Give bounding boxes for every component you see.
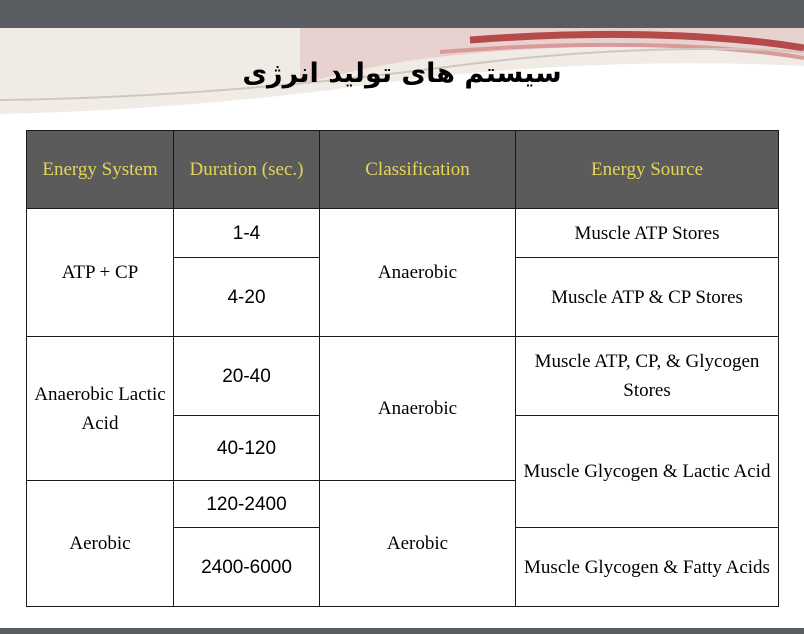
header-energy-source: Energy Source bbox=[516, 131, 779, 209]
cell-energy-source: Muscle ATP & CP Stores bbox=[516, 258, 779, 337]
cell-duration: 2400-6000 bbox=[174, 528, 320, 607]
table-header-row bbox=[27, 131, 779, 209]
cell-duration: 4-20 bbox=[174, 258, 320, 337]
table-row bbox=[27, 337, 779, 416]
cell-energy-source: Muscle Glycogen & Lactic Acid bbox=[516, 416, 779, 528]
cell-energy-system: Anaerobic Lactic Acid bbox=[27, 337, 174, 481]
cell-energy-system: Aerobic bbox=[27, 481, 174, 607]
energy-systems-table bbox=[26, 130, 779, 607]
cell-duration: 40-120 bbox=[174, 416, 320, 481]
slide bbox=[0, 28, 804, 628]
header-classification: Classification bbox=[320, 131, 516, 209]
cell-duration: 120-2400 bbox=[174, 481, 320, 528]
cell-energy-system: ATP + CP bbox=[27, 209, 174, 337]
cell-classification: Anaerobic bbox=[320, 209, 516, 337]
cell-duration: 20-40 bbox=[174, 337, 320, 416]
header-duration: Duration (sec.) bbox=[174, 131, 320, 209]
slide-title: سیستم های تولید انرژی bbox=[242, 58, 562, 89]
cell-energy-source: Muscle ATP, CP, & Glycogen Stores bbox=[516, 337, 779, 416]
cell-classification: Anaerobic bbox=[320, 337, 516, 481]
cell-energy-source: Muscle Glycogen & Fatty Acids bbox=[516, 528, 779, 607]
cell-classification: Aerobic bbox=[320, 481, 516, 607]
cell-energy-source: Muscle ATP Stores bbox=[516, 209, 779, 258]
table-row bbox=[27, 209, 779, 258]
cell-duration: 1-4 bbox=[174, 209, 320, 258]
header-energy-system: Energy System bbox=[27, 131, 174, 209]
